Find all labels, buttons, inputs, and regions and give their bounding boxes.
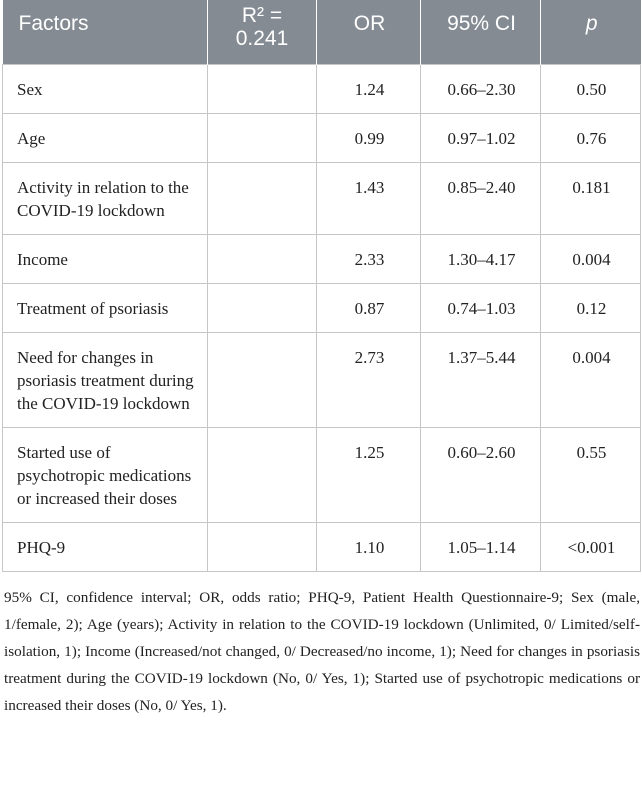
table-row	[3, 163, 641, 235]
table-row	[3, 428, 641, 523]
table-row	[3, 65, 641, 114]
cell-r-squared	[208, 65, 317, 114]
table-row	[3, 284, 641, 333]
cell-r-squared	[208, 114, 317, 163]
cell-odds-ratio: 1.24	[317, 65, 421, 114]
cell-p-value: 0.50	[541, 65, 641, 114]
header-row	[3, 0, 641, 65]
table-row	[3, 523, 641, 572]
cell-odds-ratio: 1.10	[317, 523, 421, 572]
cell-confidence-interval: 1.05–1.14	[421, 523, 541, 572]
cell-r-squared	[208, 235, 317, 284]
cell-odds-ratio: 0.99	[317, 114, 421, 163]
cell-odds-ratio: 1.25	[317, 428, 421, 523]
cell-confidence-interval: 1.30–4.17	[421, 235, 541, 284]
cell-odds-ratio: 2.33	[317, 235, 421, 284]
table-row	[3, 114, 641, 163]
cell-factor: Started use of psychotropic medications or increased their doses	[3, 428, 208, 523]
cell-p-value: 0.181	[541, 163, 641, 235]
table-footnote: 95% CI, confidence interval; OR, odds ratio; PHQ-9, Patient Health Questionnaire-9; Sex (male, 1/female, 2); Age (years); Activity in relation to the COVID-19 lockdown (Unlimited, 0/ Limited/self-isolation, 1); Income (Increased/not changed, 0/ Decreased/no income, 1); Need for changes in psoriasis treatment during the COVID-19 lockdown (No, 0/ Yes, 1); Started use of psychotropic medications or increased their doses (No, 0/ Yes, 1).	[4, 589, 640, 714]
cell-p-value: 0.004	[541, 333, 641, 428]
cell-confidence-interval: 0.60–2.60	[421, 428, 541, 523]
cell-confidence-interval: 0.74–1.03	[421, 284, 541, 333]
table-header	[3, 0, 641, 65]
cell-confidence-interval: 0.66–2.30	[421, 65, 541, 114]
cell-confidence-interval: 0.85–2.40	[421, 163, 541, 235]
cell-confidence-interval: 1.37–5.44	[421, 333, 541, 428]
cell-factor: Income	[3, 235, 208, 284]
cell-odds-ratio: 1.43	[317, 163, 421, 235]
cell-r-squared	[208, 428, 317, 523]
cell-factor: PHQ-9	[3, 523, 208, 572]
regression-table	[2, 0, 641, 572]
cell-r-squared	[208, 284, 317, 333]
cell-r-squared	[208, 333, 317, 428]
cell-odds-ratio: 2.73	[317, 333, 421, 428]
cell-factor: Sex	[3, 65, 208, 114]
table-body	[3, 65, 641, 572]
cell-p-value: 0.004	[541, 235, 641, 284]
header-odds-ratio: OR	[317, 0, 421, 65]
cell-r-squared	[208, 163, 317, 235]
cell-p-value: 0.76	[541, 114, 641, 163]
cell-factor: Need for changes in psoriasis treatment during the COVID-19 lockdown	[3, 333, 208, 428]
cell-odds-ratio: 0.87	[317, 284, 421, 333]
cell-p-value: 0.55	[541, 428, 641, 523]
header-p-value: p	[541, 0, 641, 65]
header-confidence-interval: 95% CI	[421, 0, 541, 65]
cell-p-value: <0.001	[541, 523, 641, 572]
table-row	[3, 333, 641, 428]
cell-factor: Treatment of psoriasis	[3, 284, 208, 333]
cell-confidence-interval: 0.97–1.02	[421, 114, 541, 163]
cell-r-squared	[208, 523, 317, 572]
cell-p-value: 0.12	[541, 284, 641, 333]
header-r-squared: R² = 0.241	[208, 0, 317, 65]
cell-factor: Age	[3, 114, 208, 163]
table-row	[3, 235, 641, 284]
header-factors: Factors	[3, 0, 208, 65]
cell-factor: Activity in relation to the COVID-19 lockdown	[3, 163, 208, 235]
